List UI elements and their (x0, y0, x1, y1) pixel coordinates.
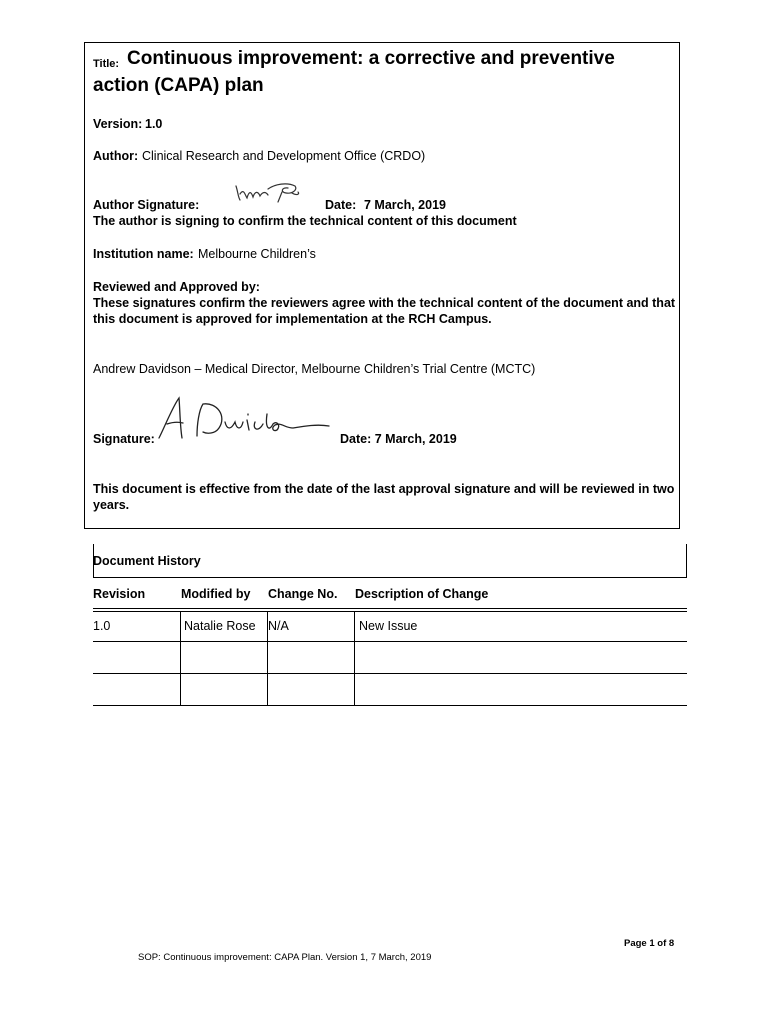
cell-description: New Issue (359, 619, 418, 633)
reviewer-name: Andrew Davidson – Medical Director, Melbourne Children’s Trial Centre (MCTC) (93, 362, 536, 376)
title-label: Title: (93, 58, 120, 70)
column-header-description: Description of Change (355, 587, 489, 601)
institution-value: Melbourne Children’s (198, 247, 316, 261)
author-signing-note: The author is signing to confirm the technical content of this document (93, 214, 517, 228)
cell-change-no: N/A (268, 619, 289, 633)
effective-text-line1: This document is effective from the date of the last approval signature and will be reviewed in two (93, 482, 675, 496)
author-value: Clinical Research and Development Office (CRDO) (142, 149, 426, 163)
signature-label: Signature: (93, 432, 155, 446)
author-date-label: Date: (325, 198, 357, 212)
author-date: 7 March, 2019 (364, 198, 446, 212)
version-value: 1.0 (145, 117, 163, 131)
column-header-change-no: Change No. (268, 587, 338, 601)
version-label: Version: (93, 117, 143, 131)
reviewed-text-line2: this document is approved for implementation at the RCH Campus. (93, 312, 492, 326)
reviewed-text-line1: These signatures confirm the reviewers agree with the technical content of the document and that (93, 296, 676, 310)
reviewer-date: Date: 7 March, 2019 (340, 432, 457, 446)
cell-modified-by: Natalie Rose (184, 619, 256, 633)
reviewer-signature-image (155, 392, 335, 444)
effective-text-line2: years. (93, 498, 130, 512)
column-header-revision: Revision (93, 587, 146, 601)
reviewed-approved-heading: Reviewed and Approved by: (93, 280, 260, 294)
document-title-line2: action (CAPA) plan (93, 75, 264, 96)
author-signature-label: Author Signature: (93, 198, 200, 212)
document-title-line1: Continuous improvement: a corrective and preventive (127, 48, 615, 69)
page-number: Page 1 of 8 (624, 938, 675, 949)
institution-label: Institution name: (93, 247, 194, 261)
document-history-title: Document History (93, 554, 201, 568)
author-label: Author: (93, 149, 139, 163)
footer-sop-reference: SOP: Continuous improvement: CAPA Plan. Version 1, 7 March, 2019 (138, 952, 432, 963)
author-signature-image (232, 180, 304, 206)
column-header-modified-by: Modified by (181, 587, 251, 601)
cell-revision: 1.0 (93, 619, 111, 633)
